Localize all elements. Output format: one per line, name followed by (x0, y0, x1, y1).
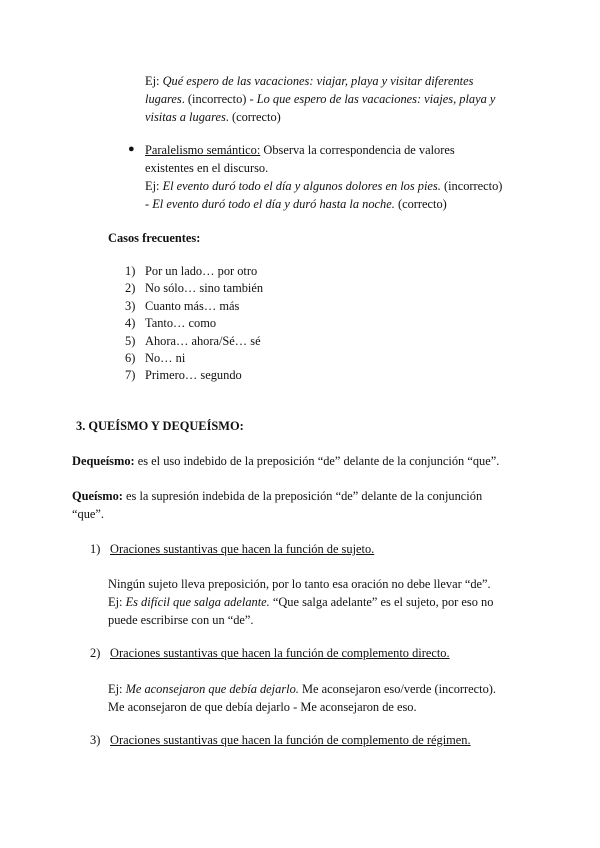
list-number: 7) (125, 368, 136, 383)
example-prefix: Ej: (145, 179, 163, 193)
list-item (125, 279, 263, 296)
example-italic: Qué espero de las vacaciones: viajar, playa y visitar diferentes (162, 74, 474, 88)
list-text: No sólo… sino también (145, 281, 264, 296)
case-title-line (90, 731, 471, 749)
list-number: 3) (90, 733, 101, 747)
case-item-3 (90, 731, 471, 749)
list-text: No… ni (145, 350, 186, 365)
example-text: . (incorrecto) - (181, 92, 257, 106)
body-text: “Que salga adelante” es el sujeto, por eso no (269, 595, 494, 609)
example-prefix: Ej: (108, 595, 126, 609)
list-item (125, 262, 263, 279)
case-title-line (90, 540, 374, 558)
list-number: 2) (90, 646, 101, 660)
definition-text: existentes en el discurso. (145, 161, 269, 175)
definition-line (72, 487, 482, 505)
list-text: Ahora… ahora/Sé… sé (145, 333, 261, 348)
body-text: Ningún sujeto lleva preposición, por lo tanto esa oración no debe llevar “de”. (108, 577, 491, 591)
case-body-line (108, 593, 493, 611)
definition-line (145, 141, 502, 159)
term-label: Queísmo: (72, 489, 123, 503)
list-item (125, 314, 263, 331)
list-item (125, 297, 263, 314)
list-number: 4) (125, 316, 136, 331)
case-title-line (90, 644, 450, 662)
example-italic: Es difícil que salga adelante. (125, 595, 270, 609)
example-italic: Me aconsejaron que debía dejarlo. (125, 682, 299, 696)
example-italic: visitas a lugares (145, 110, 226, 124)
example-prefix: Ej: (145, 74, 163, 88)
dequeismo-definition (72, 452, 499, 470)
case-item-2 (90, 644, 450, 662)
case-body-line (108, 698, 496, 716)
case-title: Oraciones sustantivas que hacen la función de complemento directo. (110, 646, 450, 660)
case-body-line (108, 611, 493, 629)
definition-line (72, 452, 499, 470)
queismo-definition (72, 487, 482, 523)
case-body-line (108, 575, 493, 593)
definition-line (145, 159, 502, 177)
case-body-line (108, 680, 496, 698)
case-body-2 (108, 680, 496, 716)
example-line (145, 72, 495, 90)
example-text: . (correcto) (225, 110, 281, 124)
definition-line (72, 505, 482, 523)
example-italic: El evento duró todo el día y algunos dolores en los pies. (162, 179, 441, 193)
body-text: Me aconsejaron de que debía dejarlo - Me aconsejaron de eso. (108, 700, 417, 714)
list-item (125, 349, 263, 366)
case-item-1 (90, 540, 374, 558)
example-prefix: - (145, 197, 153, 211)
list-text: Por un lado… por otro (145, 264, 258, 278)
list-text: Primero… segundo (145, 368, 242, 383)
list-item (125, 366, 263, 383)
example-line (145, 195, 502, 213)
definition-text: “que”. (72, 507, 104, 521)
body-text: puede escribirse con un “de”. (108, 613, 254, 627)
list-text: Tanto… como (145, 316, 217, 331)
term-label: Paralelismo semántico: (145, 143, 261, 157)
example-text: (correcto) (394, 197, 447, 211)
list-number: 2) (125, 281, 136, 296)
example-line (145, 177, 502, 195)
list-number: 6) (125, 350, 136, 365)
example-text: (incorrecto) (440, 179, 503, 193)
list-number: 1) (125, 264, 136, 278)
example-line (145, 90, 495, 108)
example-italic: El evento duró todo el día y duró hasta la noche. (152, 197, 395, 211)
definition-text: es la supresión indebida de la preposición “de” delante de la conjunción (122, 489, 483, 503)
casos-frecuentes-title: Casos frecuentes: (108, 231, 201, 245)
example-line (145, 108, 495, 126)
paralelismo-semantico (145, 141, 502, 213)
case-body-1 (108, 575, 493, 629)
case-title: Oraciones sustantivas que hacen la función de sujeto. (110, 542, 375, 556)
list-item (125, 332, 263, 349)
list-number: 1) (90, 542, 101, 556)
list-number: 3) (125, 298, 136, 313)
example-italic: Lo que espero de las vacaciones: viajes, playa y (256, 92, 496, 106)
definition-text: Observa la correspondencia de valores (260, 143, 455, 157)
list-number: 5) (125, 333, 136, 348)
bullet-icon: ● (128, 143, 135, 155)
casos-frecuentes-list (125, 262, 263, 384)
case-title: Oraciones sustantivas que hacen la función de complemento de régimen. (110, 733, 471, 747)
paralelismo-sintactico-example (145, 72, 495, 126)
term-label: Dequeísmo: (72, 454, 135, 468)
body-text: Me aconsejaron eso/verde (incorrecto). (298, 682, 497, 696)
definition-text: es el uso indebido de la preposición “de” delante de la conjunción “que”. (134, 454, 500, 468)
example-prefix: Ej: (108, 682, 126, 696)
section-heading: 3. QUEÍSMO Y DEQUEÍSMO: (76, 419, 244, 433)
example-italic: lugares (145, 92, 182, 106)
list-text: Cuanto más… más (145, 298, 240, 313)
